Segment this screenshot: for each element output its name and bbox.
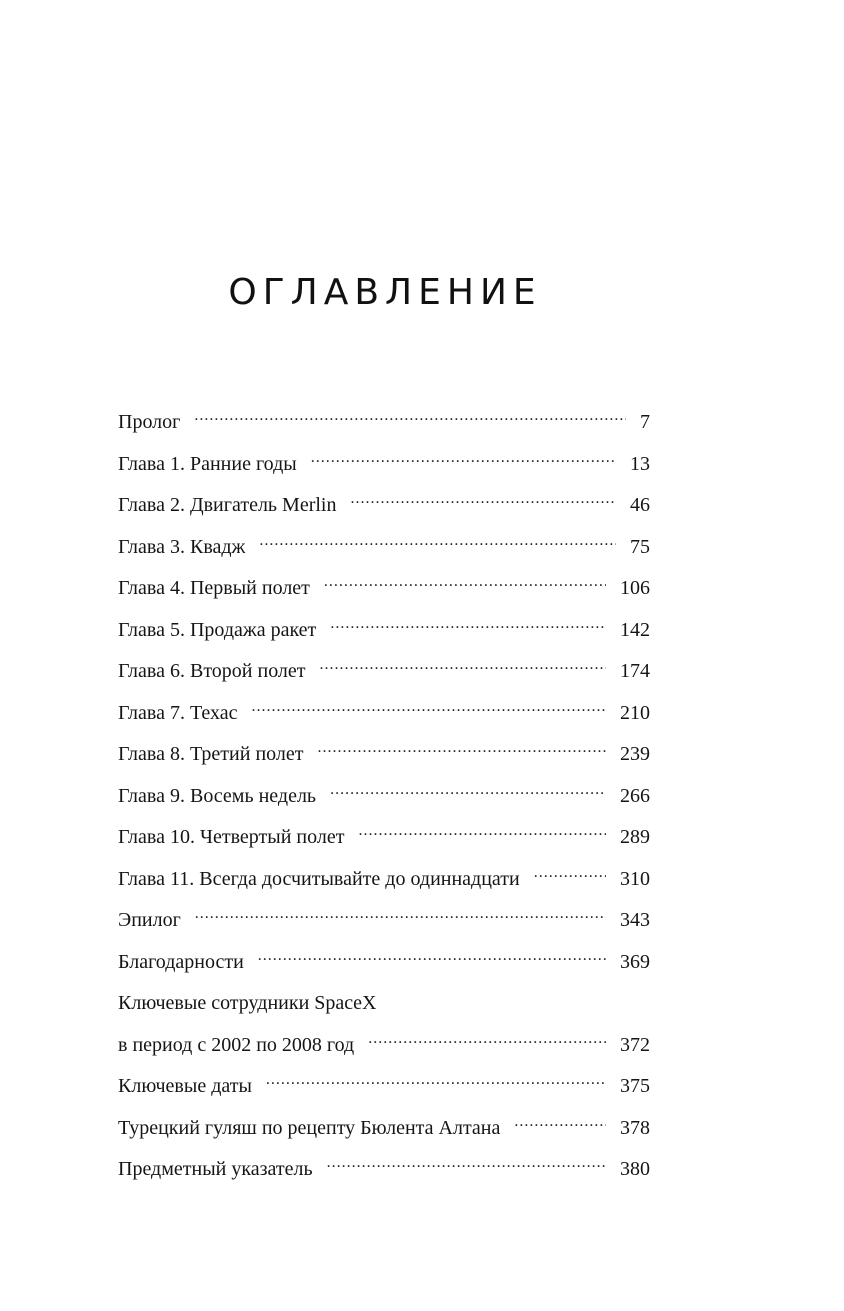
toc-entry-line2 bbox=[118, 1027, 650, 1069]
toc-entry-label: Ключевые даты bbox=[118, 1075, 252, 1097]
toc-entry-label: Пролог bbox=[118, 411, 181, 433]
dot-leader bbox=[320, 659, 606, 677]
dot-leader bbox=[327, 1157, 606, 1175]
toc-entry-chapter-8 bbox=[118, 736, 650, 778]
toc-entry-label: Глава 9. Восемь недель bbox=[118, 784, 317, 807]
toc-entry-chapter-6 bbox=[118, 653, 650, 695]
dot-leader bbox=[195, 908, 606, 926]
toc-entry-page: 210 bbox=[620, 701, 650, 724]
toc-entry-label: Глава 8. Третий полет bbox=[118, 743, 304, 765]
toc-entry-page: 75 bbox=[630, 535, 650, 558]
toc-entry-label: Глава 6. Второй полет bbox=[118, 660, 306, 682]
toc-entry-page: 106 bbox=[620, 577, 650, 599]
toc-entry-page: 375 bbox=[620, 1075, 650, 1097]
toc-entry-page: 266 bbox=[620, 784, 650, 807]
dot-leader bbox=[368, 1033, 606, 1051]
toc-entry-key-employees bbox=[118, 985, 650, 1068]
toc-entry-page: 239 bbox=[620, 743, 650, 765]
toc-entry-page: 46 bbox=[630, 494, 650, 516]
toc-entry-page: 343 bbox=[620, 909, 650, 931]
toc-entry-label: Турецкий гуляш по рецепту Бюлента Алтана bbox=[118, 1116, 501, 1139]
dot-leader bbox=[358, 825, 606, 843]
toc-entry-label: Глава 4. Первый полет bbox=[118, 577, 310, 599]
dot-leader bbox=[311, 452, 616, 470]
dot-leader bbox=[350, 493, 616, 511]
toc-entry-page: 174 bbox=[620, 660, 650, 682]
toc-entry-prologue bbox=[118, 404, 650, 446]
toc-entry-page: 310 bbox=[620, 867, 650, 890]
table-of-contents bbox=[118, 404, 650, 1193]
toc-entry-chapter-9 bbox=[118, 778, 650, 820]
dot-leader bbox=[194, 410, 626, 428]
toc-entry-label: Глава 11. Всегда досчитывайте до одиннадцати bbox=[118, 867, 520, 890]
toc-entry-chapter-5 bbox=[118, 612, 650, 654]
toc-entry-label: Ключевые сотрудники SpaceX bbox=[118, 992, 377, 1014]
dot-leader bbox=[266, 1074, 606, 1092]
toc-entry-page: 369 bbox=[620, 950, 650, 973]
toc-entry-label: Глава 5. Продажа ракет bbox=[118, 618, 317, 641]
dot-leader bbox=[514, 1116, 606, 1134]
toc-entry-label: Предметный указатель bbox=[118, 1158, 313, 1180]
dot-leader bbox=[258, 950, 606, 968]
dot-leader bbox=[330, 784, 606, 802]
toc-entry-label: Глава 10. Четвертый полет bbox=[118, 826, 345, 848]
toc-entry-label: Глава 3. Квадж bbox=[118, 535, 246, 558]
toc-entry-label: Глава 2. Двигатель Merlin bbox=[118, 494, 337, 516]
toc-entry-label: Эпилог bbox=[118, 909, 181, 931]
toc-entry-label-line2: в период с 2002 по 2008 год bbox=[118, 1033, 355, 1056]
toc-entry-label: Глава 1. Ранние годы bbox=[118, 452, 297, 475]
toc-entry-label: Благодарности bbox=[118, 950, 244, 973]
toc-entry-page: 372 bbox=[620, 1033, 650, 1056]
toc-entry-chapter-4 bbox=[118, 570, 650, 612]
toc-entry-page: 380 bbox=[620, 1158, 650, 1180]
toc-entry-recipe bbox=[118, 1110, 650, 1152]
toc-entry-page: 13 bbox=[630, 452, 650, 475]
toc-entry-page: 378 bbox=[620, 1116, 650, 1139]
toc-entry-chapter-10 bbox=[118, 819, 650, 861]
dot-leader bbox=[318, 742, 607, 760]
toc-entry-page: 7 bbox=[640, 411, 650, 433]
page-title: ОГЛАВЛЕНИЕ bbox=[228, 272, 542, 313]
toc-entry-chapter-11 bbox=[118, 861, 650, 903]
toc-entry-key-dates bbox=[118, 1068, 650, 1110]
dot-leader bbox=[324, 576, 606, 594]
dot-leader bbox=[252, 701, 606, 719]
dot-leader bbox=[534, 867, 606, 885]
dot-leader bbox=[259, 535, 616, 553]
toc-entry-epilogue bbox=[118, 902, 650, 944]
toc-entry-label: Глава 7. Техас bbox=[118, 701, 238, 724]
toc-entry-chapter-1 bbox=[118, 446, 650, 488]
toc-entry-index bbox=[118, 1151, 650, 1193]
dot-leader bbox=[330, 618, 606, 636]
toc-entry-chapter-2 bbox=[118, 487, 650, 529]
toc-entry-acknowledgements bbox=[118, 944, 650, 986]
toc-entry-chapter-3 bbox=[118, 529, 650, 571]
toc-entry-chapter-7 bbox=[118, 695, 650, 737]
toc-entry-page: 289 bbox=[620, 826, 650, 848]
toc-entry-page: 142 bbox=[620, 618, 650, 641]
